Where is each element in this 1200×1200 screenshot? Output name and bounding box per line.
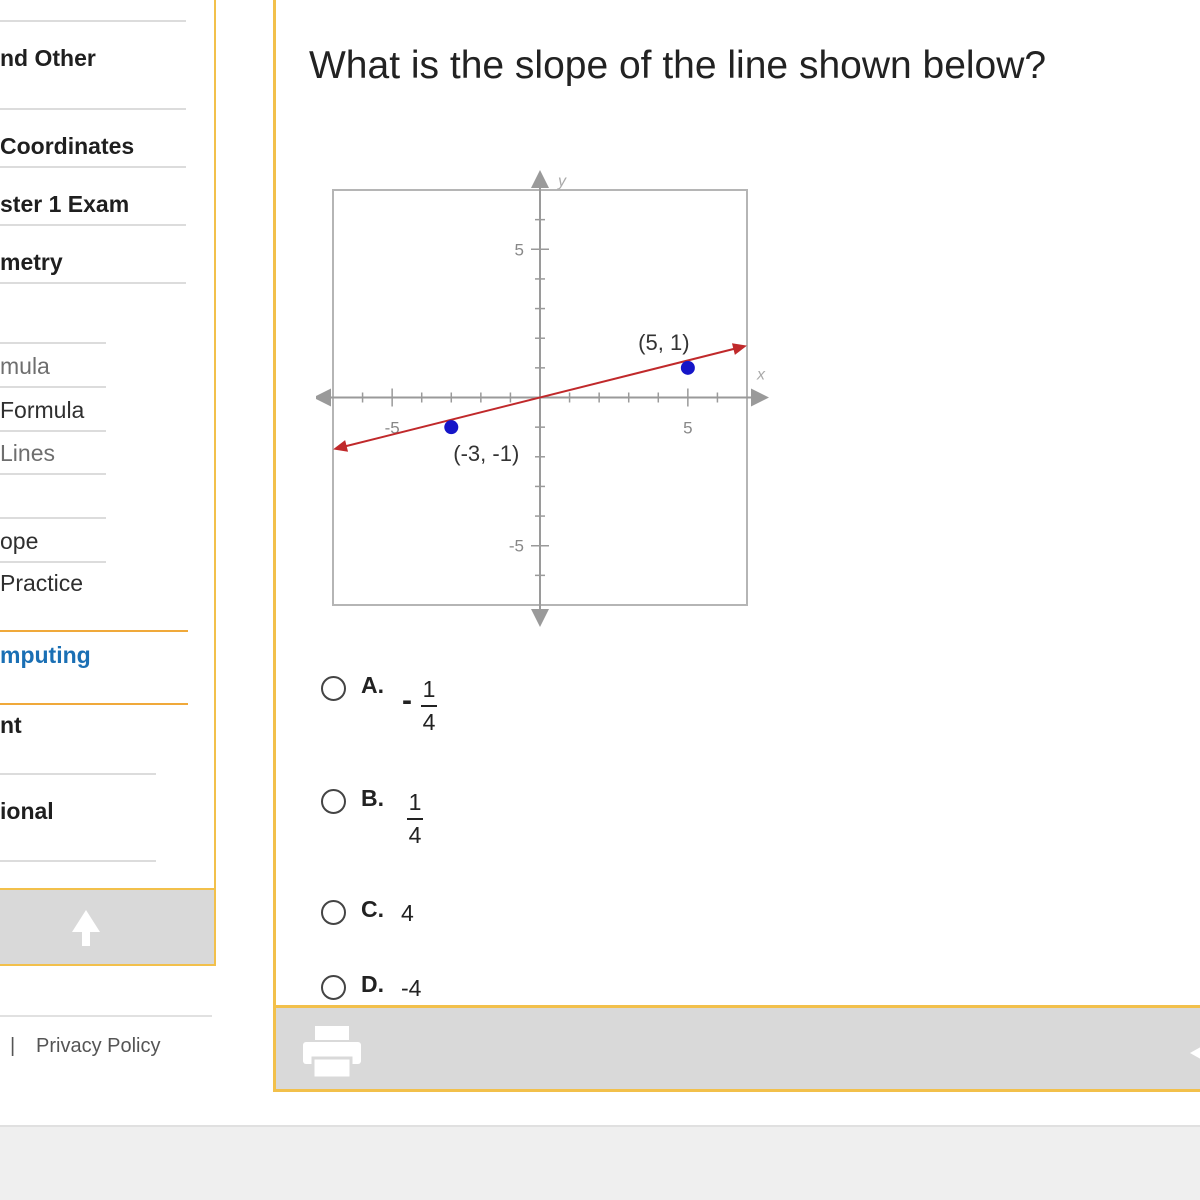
y-tick-label: 5 (514, 240, 524, 260)
nav-divider (0, 860, 156, 862)
choice-b-numerator: 1 (408, 789, 422, 815)
x-tick-label: 5 (683, 418, 693, 438)
nav-divider (0, 108, 186, 110)
privacy-policy-link[interactable]: Privacy Policy (36, 1035, 161, 1057)
y-axis-bottom-arrow (531, 609, 549, 627)
radio-button-c[interactable] (321, 900, 346, 925)
choice-a-numerator: 1 (422, 676, 436, 702)
nav-divider (0, 773, 156, 775)
sidebar-item-formula-2[interactable]: Formula (0, 396, 85, 423)
bottom-toolbar (276, 1005, 1200, 1092)
sidebar-item-other[interactable]: nd Other (0, 44, 96, 71)
sidebar-item-practice[interactable]: Practice (0, 569, 84, 596)
footer-links (0, 1015, 212, 1057)
question-panel (273, 0, 1200, 1092)
choice-letter-d: D. (361, 971, 384, 997)
nav-divider (0, 166, 186, 168)
active-item-top-border (0, 630, 188, 632)
sidebar-item-coordinates[interactable]: Coordinates (0, 132, 135, 159)
arrow-up-icon[interactable] (68, 908, 104, 948)
choice-letter-a: A. (361, 672, 384, 698)
active-item-bottom-border (0, 703, 188, 705)
choice-a-fraction (421, 676, 437, 736)
choice-a-denominator: 4 (422, 709, 436, 735)
y-axis-label: y (558, 173, 566, 190)
nav-divider (0, 430, 106, 432)
point-label: (-3, -1) (453, 441, 520, 467)
fraction-bar (421, 705, 437, 707)
nav-divider (0, 20, 186, 22)
nav-divider (0, 386, 106, 388)
choice-letter-c: C. (361, 896, 384, 922)
choice-d-value: -4 (401, 975, 422, 1001)
x-axis-left-arrow (316, 389, 331, 407)
choice-a-sign: - (402, 684, 412, 717)
x-tick-label: -5 (384, 418, 400, 438)
choice-c-value: 4 (401, 900, 414, 926)
sidebar-item-computing[interactable]: mputing (0, 641, 91, 668)
sidebar-item-ional[interactable]: ional (0, 797, 54, 824)
x-axis-right-arrow (751, 389, 769, 407)
print-icon[interactable] (301, 1024, 363, 1080)
choice-b-denominator: 4 (408, 822, 422, 848)
footer-separator: | (10, 1035, 16, 1057)
nav-divider (0, 342, 106, 344)
fraction-bar (407, 818, 423, 820)
sidebar-item-formula[interactable]: mula (0, 352, 50, 379)
nav-divider (0, 473, 106, 475)
course-sidebar (0, 0, 216, 966)
y-tick-label: -5 (508, 536, 524, 556)
sidebar-bottom-bar (0, 888, 216, 966)
choice-letter-b: B. (361, 785, 384, 811)
x-axis-label: x (757, 366, 765, 384)
radio-button-b[interactable] (321, 789, 346, 814)
nav-divider (0, 282, 186, 284)
nav-divider (0, 224, 186, 226)
nav-divider (0, 517, 106, 519)
sidebar-item-slope[interactable]: ope (0, 527, 39, 554)
point-5-1 (681, 361, 695, 375)
point-neg3-neg1 (444, 420, 458, 434)
choice-b-fraction (407, 789, 423, 849)
radio-button-d[interactable] (321, 975, 346, 1000)
point-label: (5, 1) (638, 329, 690, 355)
y-axis-top-arrow (531, 170, 549, 188)
arrow-left-icon[interactable] (1188, 1042, 1200, 1064)
radio-button-a[interactable] (321, 676, 346, 701)
sidebar-item-nt[interactable]: nt (0, 711, 22, 738)
page-bottom-bar (0, 1125, 1200, 1200)
question-text: What is the slope of the line shown below? (309, 44, 1047, 87)
sidebar-item-lines[interactable]: Lines (0, 439, 55, 466)
sidebar-item-semester-exam[interactable]: ster 1 Exam (0, 190, 130, 217)
coordinate-graph (316, 160, 776, 630)
sidebar-item-geometry[interactable]: metry (0, 248, 63, 275)
